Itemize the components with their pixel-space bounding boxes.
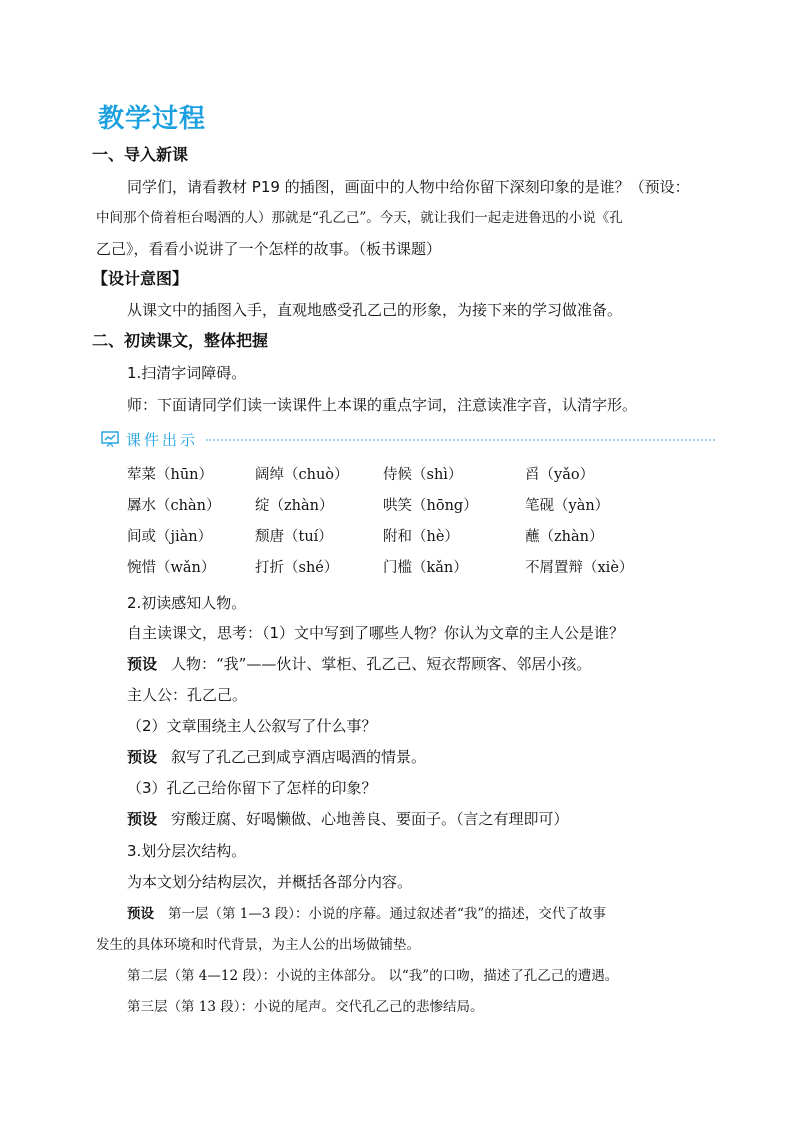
section-heading-first-reading: 二、初读课文，整体把握	[92, 331, 269, 350]
vocab-item: 惋惜（wǎn）	[127, 560, 216, 576]
vocab-item: 阔绰（chuò）	[255, 467, 349, 483]
question-1: 自主读课文，思考：（1）文中写到了哪些人物？你认为文章的主人公是谁？	[127, 624, 625, 642]
courseware-label: 课件出示	[126, 430, 199, 449]
preset-label: 预设	[127, 810, 158, 828]
question-3: （3）孔乙己给你留下了怎样的印象？	[127, 779, 377, 797]
vocab-item: 门槛（kǎn）	[383, 560, 468, 576]
vocab-item: 笔砚（yàn）	[525, 498, 610, 514]
vocab-item: 哄笑（hōng）	[383, 498, 478, 514]
intro-paragraph-line-3: 乙己》，看看小说讲了一个怎样的故事。（板书课题）	[96, 240, 442, 258]
preset-label: 预设	[127, 906, 154, 922]
answer-2-text: 叙写了孔乙己到咸亨酒店喝酒的情景。	[171, 748, 427, 766]
answer-3	[127, 808, 569, 830]
layer-1-text: 第一层（第 1—3 段）：小说的序幕。通过叙述者“我”的描述，交代了故事	[168, 906, 606, 922]
step-3-title: 3.划分层次结构。	[127, 842, 247, 860]
step-2-title: 2.初读感知人物。	[127, 594, 247, 612]
intro-paragraph-line-1: 同学们，请看教材 P19 的插图，画面中的人物中给你留下深刻印象的是谁？（预设：	[127, 178, 690, 196]
answer-1-text: 人物：“我”——伙计、掌柜、孔乙己、短衣帮顾客、邻居小孩。	[171, 655, 592, 673]
vocab-item: 不屑置辩（xiè）	[525, 560, 634, 576]
vocab-item: 荤菜（hūn）	[127, 467, 214, 483]
vocab-item: 舀（yǎo）	[525, 467, 595, 483]
courseware-header	[101, 428, 715, 450]
vocab-item: 间或（jiàn）	[127, 529, 213, 545]
vocab-item: 附和（hè）	[383, 529, 459, 545]
answer-3-text: 穷酸迂腐、好喝懒做、心地善良、要面子。（言之有理即可）	[171, 810, 569, 828]
vocab-item: 打折（shé）	[255, 560, 339, 576]
presentation-chart-icon	[101, 431, 119, 447]
preset-label: 预设	[127, 748, 158, 766]
dotted-divider	[206, 439, 715, 441]
step-1-title: 1.扫清字词障碍。	[127, 364, 247, 382]
vocab-item: 羼水（chàn）	[127, 498, 221, 514]
step-1-text: 师：下面请同学们读一读课件上本课的重点字词，注意读准字音，认清字形。	[127, 396, 638, 414]
answer-2	[127, 746, 426, 768]
design-intent-heading: 【设计意图】	[92, 269, 189, 288]
layer-1-line-1	[127, 903, 606, 925]
section-heading-intro: 一、导入新课	[92, 145, 189, 164]
page-title: 教学过程	[98, 104, 207, 134]
vocab-grid	[127, 464, 667, 579]
design-intent-text: 从课文中的插图入手，直观地感受孔乙己的形象，为接下来的学习做准备。	[127, 301, 623, 319]
layer-1-line-2: 发生的具体环境和时代背景，为主人公的出场做铺垫。	[96, 937, 420, 953]
layer-3: 第三层（第 13 段）：小说的尾声。交代孔乙己的悲惨结局。	[127, 999, 484, 1015]
vocab-item: 颓唐（tuí）	[255, 529, 333, 545]
vocab-item: 绽（zhàn）	[255, 498, 334, 514]
vocab-item: 侍候（shì）	[383, 467, 463, 483]
answer-1-protagonist: 主人公：孔乙己。	[127, 686, 248, 704]
preset-label: 预设	[127, 655, 158, 673]
step-3-text: 为本文划分结构层次，并概括各部分内容。	[127, 873, 413, 891]
answer-1	[127, 653, 591, 675]
intro-paragraph-line-2: 中间那个倚着柜台喝酒的人）那就是“孔乙己”。今天，就让我们一起走进鲁迅的小说《孔	[96, 210, 623, 226]
layer-2: 第二层（第 4—12 段）：小说的主体部分。 以“我”的口吻，描述了孔乙己的遭遇。	[127, 968, 619, 984]
question-2: （2）文章围绕主人公叙写了什么事？	[127, 717, 377, 735]
vocab-item: 蘸（zhàn）	[525, 529, 604, 545]
